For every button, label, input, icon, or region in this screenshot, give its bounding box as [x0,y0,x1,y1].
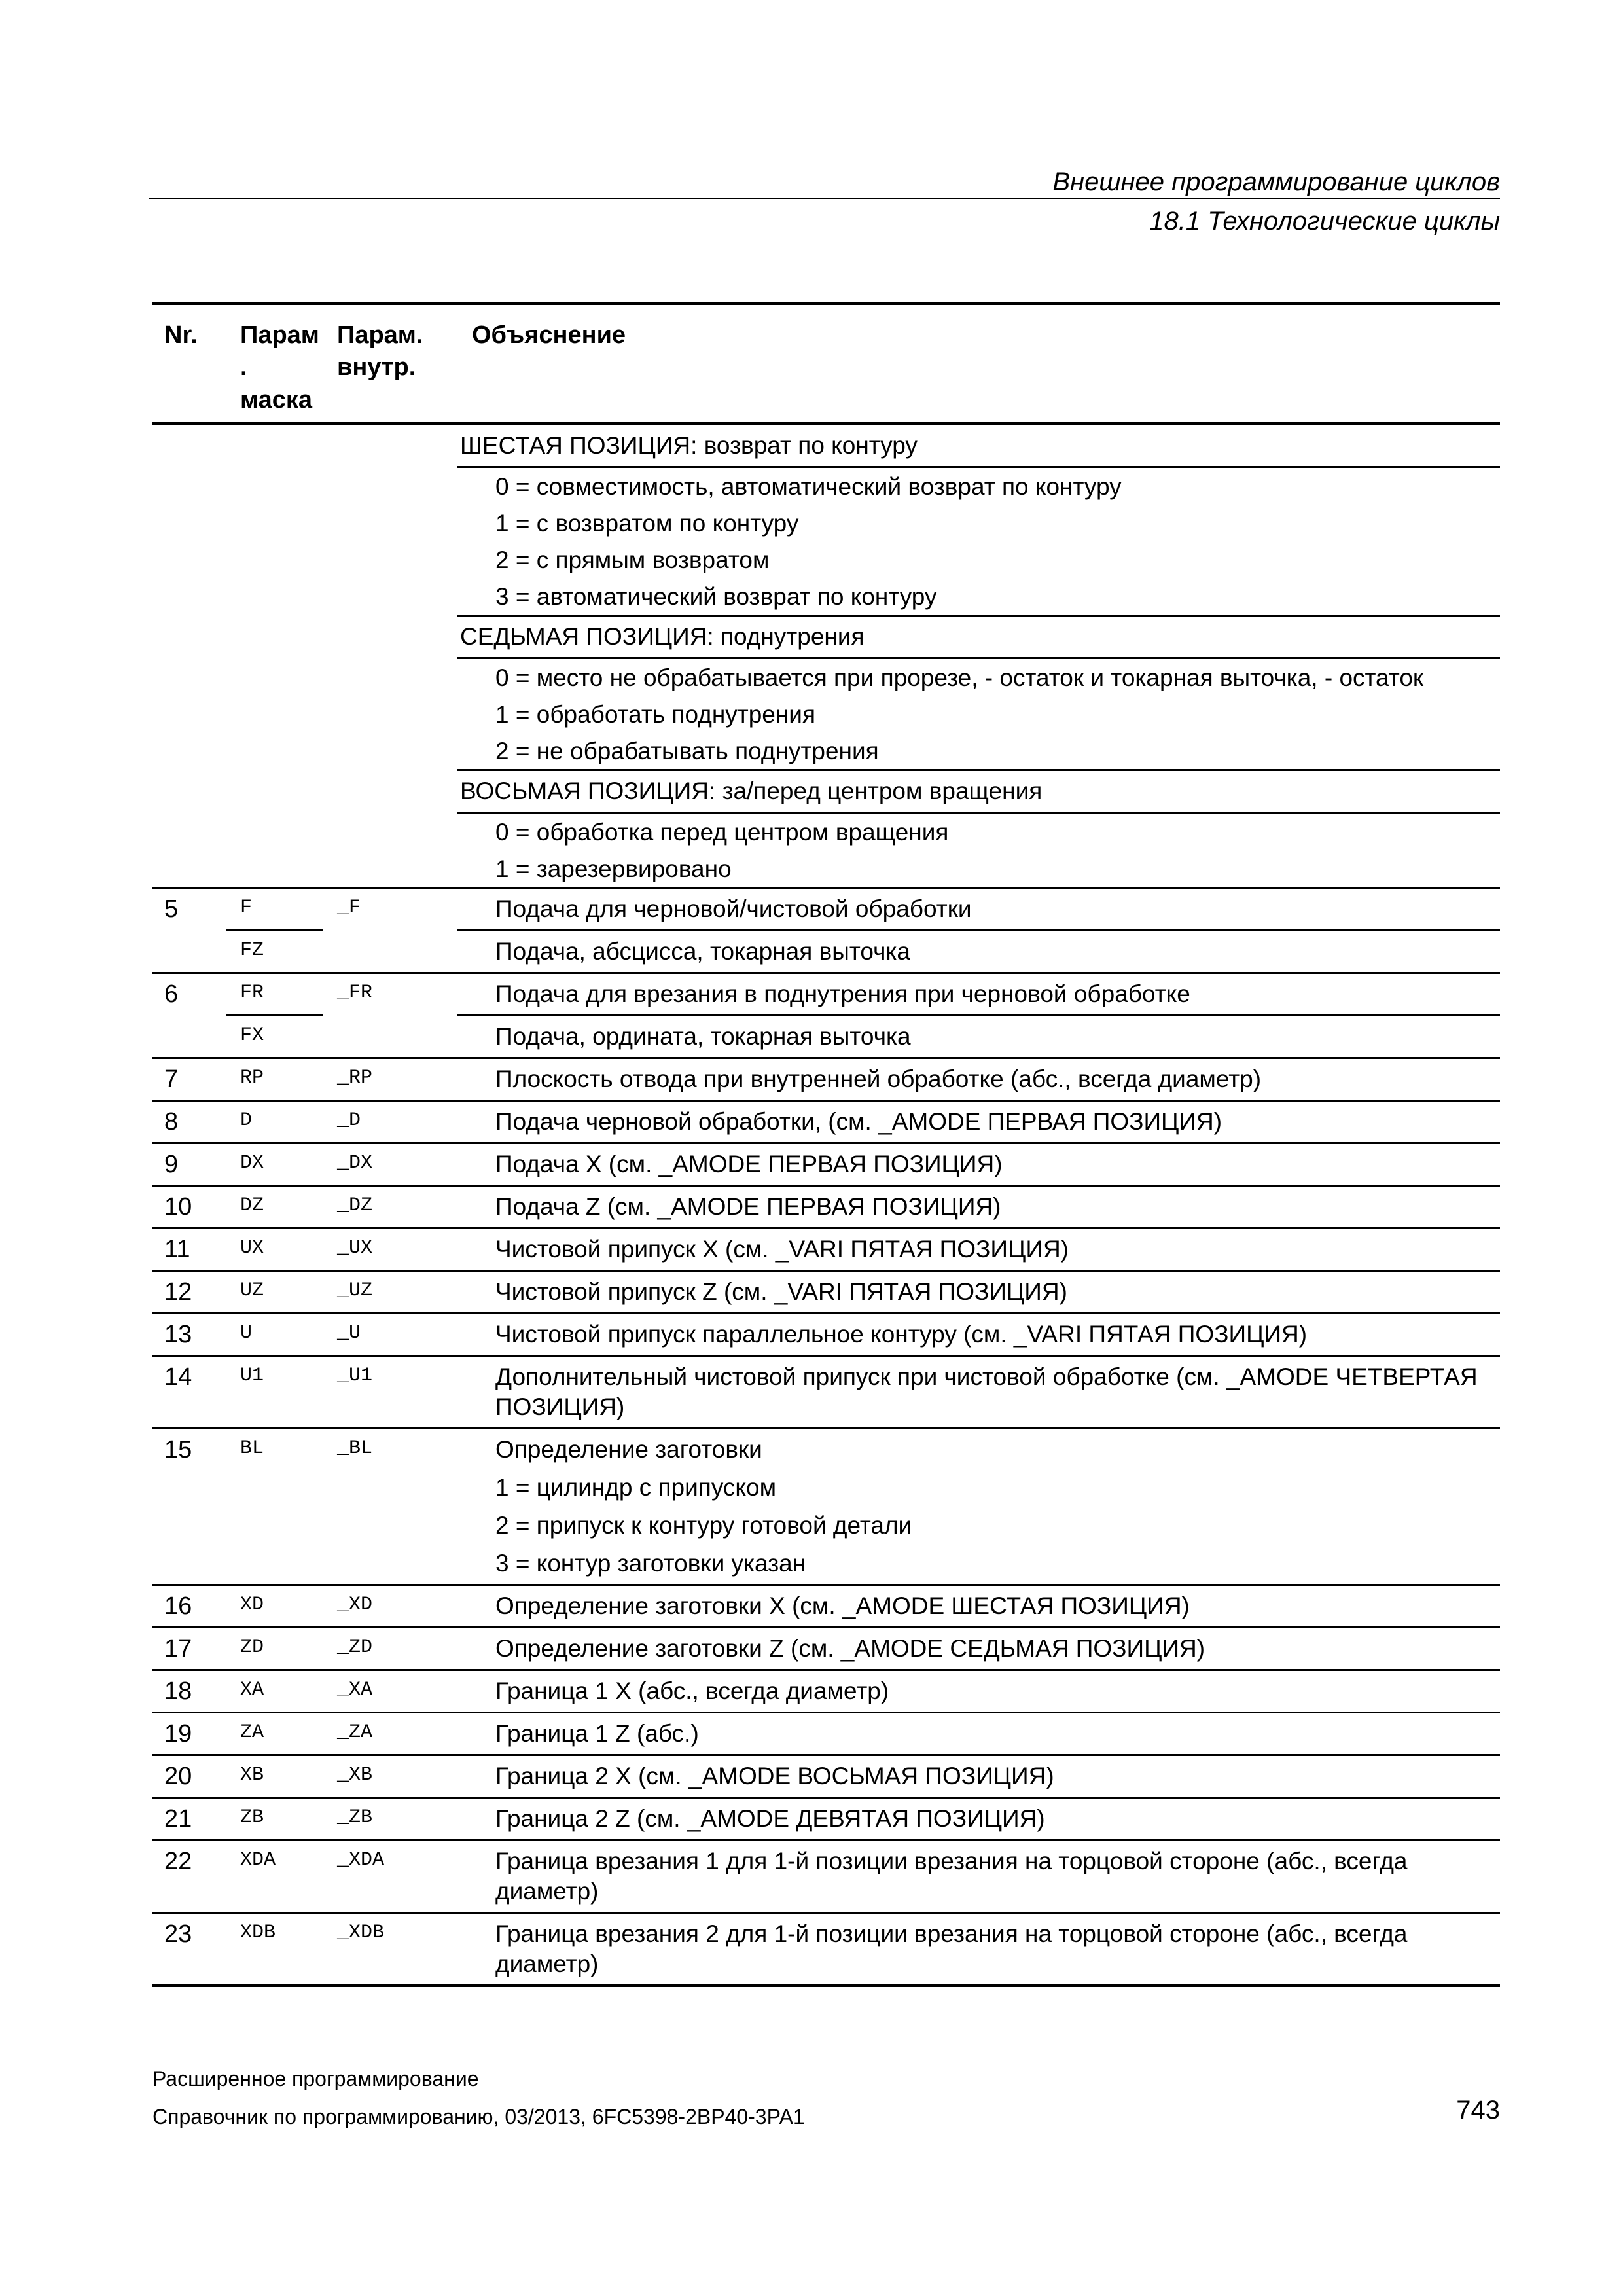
description-text: Определение заготовки [495,1436,762,1463]
param-internal: _XDB [323,1913,457,1986]
param-number: 8 [152,1101,226,1143]
empty-cell [323,658,457,696]
empty-cell [226,578,323,616]
param-mask: ZA [226,1713,323,1755]
empty-cell [152,505,226,541]
param-description [457,1798,1500,1840]
param-mask: D [226,1101,323,1143]
param-description [457,1429,1500,1585]
param-number: 13 [152,1314,226,1356]
table-row [152,1016,1500,1058]
footer-title: Расширенное программирование [152,2067,479,2090]
empty-cell [152,770,226,813]
empty-cell [323,541,457,578]
section-item: 1 = с возвратом по контуру [495,510,799,537]
section-item: 0 = обработка перед центром вращения [457,813,1500,851]
section-item: 3 = автоматический возврат по контуру [495,583,937,611]
table-row [152,1913,1500,1986]
param-number [152,931,226,973]
section-title: ВОСЬМАЯ ПОЗИЦИЯ: за/перед центром вращения [457,770,1500,813]
table-row [152,1271,1500,1314]
section-item-row [152,732,1500,770]
param-description [457,1670,1500,1713]
section-item: 0 = совместимость, автоматический возврат по контуру [457,467,1500,505]
empty-cell [226,696,323,732]
empty-cell [323,732,457,770]
param-description [457,1271,1500,1314]
param-internal: _XD [323,1585,457,1628]
column-header-nr: Nr. [152,304,226,423]
param-description [457,1314,1500,1356]
description-text: Дополнительный чистовой припуск при чистовой обработке (см. _AMODE ЧЕТВЕРТАЯ ПОЗИЦИЯ) [495,1363,1478,1421]
description-text: Чистовой припуск Z (см. _VARI ПЯТАЯ ПОЗИЦИЯ) [495,1278,1067,1306]
param-internal: _U [323,1314,457,1356]
table-row [152,1058,1500,1101]
empty-cell [323,850,457,888]
parameter-table-wrap [152,302,1500,1987]
section-title: СЕДЬМАЯ ПОЗИЦИЯ: поднутрения [457,616,1500,658]
section-title: 18.1 Технологические циклы [1149,207,1500,236]
param-mask: ZD [226,1628,323,1670]
param-number: 14 [152,1356,226,1429]
empty-cell [152,423,226,467]
param-mask: ZB [226,1798,323,1840]
table-row [152,973,1500,1016]
table-row [152,1429,1500,1585]
param-description [457,1913,1500,1986]
param-number: 9 [152,1143,226,1186]
param-internal: _F [323,888,457,931]
description-text: Подача для черновой/чистовой обработки [495,895,972,923]
param-internal: _ZA [323,1713,457,1755]
param-mask: F [226,888,323,931]
empty-cell [323,770,457,813]
section-title: ШЕСТАЯ ПОЗИЦИЯ: возврат по контуру [457,423,1500,467]
param-number: 18 [152,1670,226,1713]
table-body [152,423,1500,1986]
param-mask: FR [226,973,323,1016]
empty-cell [226,541,323,578]
param-description [457,1186,1500,1229]
description-text: Граница 2 Z (см. _AMODE ДЕВЯТАЯ ПОЗИЦИЯ) [495,1805,1045,1833]
description-text: Определение заготовки X (см. _AMODE ШЕСТАЯ ПОЗИЦИЯ) [495,1592,1190,1620]
empty-cell [226,505,323,541]
empty-cell [226,423,323,467]
section-item-row [152,850,1500,888]
column-header-description: Объяснение [457,304,1500,423]
param-description [457,1143,1500,1186]
empty-cell [152,541,226,578]
description-text: Чистовой припуск параллельное контуру (см. _VARI ПЯТАЯ ПОЗИЦИЯ) [495,1321,1308,1348]
param-internal: _RP [323,1058,457,1101]
empty-cell [152,658,226,696]
empty-cell [226,658,323,696]
param-internal: _DZ [323,1186,457,1229]
table-row [152,1314,1500,1356]
column-header-mask: Парам . маска [226,304,323,423]
param-mask: XB [226,1755,323,1798]
param-mask: XDB [226,1913,323,1986]
param-internal: _DX [323,1143,457,1186]
description-text: Граница 2 X (см. _AMODE ВОСЬМАЯ ПОЗИЦИЯ) [495,1763,1054,1790]
param-internal: _UZ [323,1271,457,1314]
description-item: 1 = цилиндр с припуском [495,1474,777,1501]
empty-cell [226,850,323,888]
description-item: 3 = контур заготовки указан [495,1550,806,1577]
param-internal: _XA [323,1670,457,1713]
empty-cell [226,467,323,505]
empty-cell [226,813,323,851]
description-text: Граница врезания 1 для 1-й позиции врезания на торцовой стороне (абс., всегда диаметр) [495,1848,1408,1905]
table-row [152,1755,1500,1798]
section-row [152,616,1500,658]
description-text: Чистовой припуск X (см. _VARI ПЯТАЯ ПОЗИЦИЯ) [495,1236,1069,1263]
table-row [152,888,1500,931]
param-number: 6 [152,973,226,1016]
param-mask: FX [226,1016,323,1058]
param-mask: BL [226,1429,323,1585]
param-internal: _UX [323,1229,457,1271]
param-number: 10 [152,1186,226,1229]
param-internal: _ZB [323,1798,457,1840]
param-description [457,1229,1500,1271]
param-internal: _D [323,1101,457,1143]
param-mask: FZ [226,931,323,973]
table-row [152,1101,1500,1143]
param-description [457,1755,1500,1798]
param-description [457,973,1500,1016]
param-number: 21 [152,1798,226,1840]
param-description [457,1585,1500,1628]
section-item-row [152,541,1500,578]
empty-cell [152,616,226,658]
section-row [152,770,1500,813]
empty-cell [323,467,457,505]
param-internal [323,931,457,973]
empty-cell [323,423,457,467]
header-rule [149,198,1500,199]
table-row [152,1143,1500,1186]
section-item: 0 = место не обрабатывается при прорезе, - остаток и токарная выточка, - остаток [457,658,1500,696]
param-number: 12 [152,1271,226,1314]
param-description [457,1628,1500,1670]
table-row [152,1670,1500,1713]
description-text: Граница врезания 2 для 1-й позиции врезания на торцовой стороне (абс., всегда диаметр) [495,1920,1408,1978]
param-mask: XA [226,1670,323,1713]
section-item-row [152,813,1500,851]
table-row [152,1713,1500,1755]
description-text: Подача черновой обработки, (см. _AMODE ПЕРВАЯ ПОЗИЦИЯ) [495,1108,1222,1136]
param-internal: _XDA [323,1840,457,1913]
chapter-title: Внешнее программирование циклов [1052,168,1500,196]
param-mask: RP [226,1058,323,1101]
param-internal [323,1016,457,1058]
param-mask: U [226,1314,323,1356]
section-item: 1 = зарезервировано [495,855,732,883]
description-text: Подача X (см. _AMODE ПЕРВАЯ ПОЗИЦИЯ) [495,1151,1003,1178]
table-header-row [152,304,1500,423]
empty-cell [323,578,457,616]
description-text: Определение заготовки Z (см. _AMODE СЕДЬМАЯ ПОЗИЦИЯ) [495,1635,1205,1662]
empty-cell [152,813,226,851]
param-number: 22 [152,1840,226,1913]
section-item-row [152,696,1500,732]
page-number: 743 [1456,2096,1500,2125]
param-mask: XDA [226,1840,323,1913]
description-text: Подача, абсцисса, токарная выточка [495,938,910,965]
empty-cell [152,467,226,505]
empty-cell [152,696,226,732]
description-text: Подача для врезания в поднутрения при черновой обработке [495,980,1190,1008]
param-mask: DZ [226,1186,323,1229]
section-item: 1 = обработать поднутрения [495,701,815,728]
param-internal: _U1 [323,1356,457,1429]
param-number: 15 [152,1429,226,1585]
table-row [152,1186,1500,1229]
param-description [457,1356,1500,1429]
table-row [152,1585,1500,1628]
description-text: Подача, ордината, токарная выточка [495,1023,911,1050]
param-mask: U1 [226,1356,323,1429]
section-row [152,423,1500,467]
param-description [457,1840,1500,1913]
empty-cell [226,732,323,770]
param-internal: _XB [323,1755,457,1798]
section-item-row [152,467,1500,505]
column-header-internal: Парам. внутр. [323,304,457,423]
parameter-table [152,302,1500,1987]
param-description [457,888,1500,931]
footer-reference: Справочник по программированию, 03/2013, 6FC5398-2BP40-3PA1 [152,2105,805,2128]
description-text: Подача Z (см. _AMODE ПЕРВАЯ ПОЗИЦИЯ) [495,1193,1001,1221]
empty-cell [226,616,323,658]
section-item: 2 = не обрабатывать поднутрения [495,738,879,765]
empty-cell [323,616,457,658]
param-internal: _ZD [323,1628,457,1670]
param-internal: _BL [323,1429,457,1585]
param-internal: _FR [323,973,457,1016]
param-description [457,1016,1500,1058]
param-number: 7 [152,1058,226,1101]
table-row [152,1356,1500,1429]
table-row [152,1628,1500,1670]
description-text: Граница 1 X (абс., всегда диаметр) [495,1677,889,1705]
param-number: 17 [152,1628,226,1670]
section-item-row [152,658,1500,696]
section-item-row [152,505,1500,541]
param-description [457,1101,1500,1143]
empty-cell [323,696,457,732]
param-number: 23 [152,1913,226,1986]
param-description [457,1058,1500,1101]
param-description [457,1713,1500,1755]
table-row [152,1798,1500,1840]
description-item: 2 = припуск к контуру готовой детали [495,1512,912,1539]
table-row [152,1229,1500,1271]
empty-cell [152,732,226,770]
param-number [152,1016,226,1058]
param-mask: XD [226,1585,323,1628]
param-number: 5 [152,888,226,931]
param-mask: UZ [226,1271,323,1314]
table-row [152,1840,1500,1913]
param-number: 16 [152,1585,226,1628]
empty-cell [226,770,323,813]
empty-cell [152,850,226,888]
section-item-row [152,578,1500,616]
param-number: 20 [152,1755,226,1798]
param-mask: DX [226,1143,323,1186]
empty-cell [152,578,226,616]
description-text: Плоскость отвода при внутренней обработке (абс., всегда диаметр) [495,1066,1262,1093]
empty-cell [323,813,457,851]
table-row [152,931,1500,973]
section-item: 2 = с прямым возвратом [495,547,770,574]
param-number: 11 [152,1229,226,1271]
description-text: Граница 1 Z (абс.) [495,1720,699,1748]
empty-cell [323,505,457,541]
param-mask: UX [226,1229,323,1271]
param-description [457,931,1500,973]
param-number: 19 [152,1713,226,1755]
